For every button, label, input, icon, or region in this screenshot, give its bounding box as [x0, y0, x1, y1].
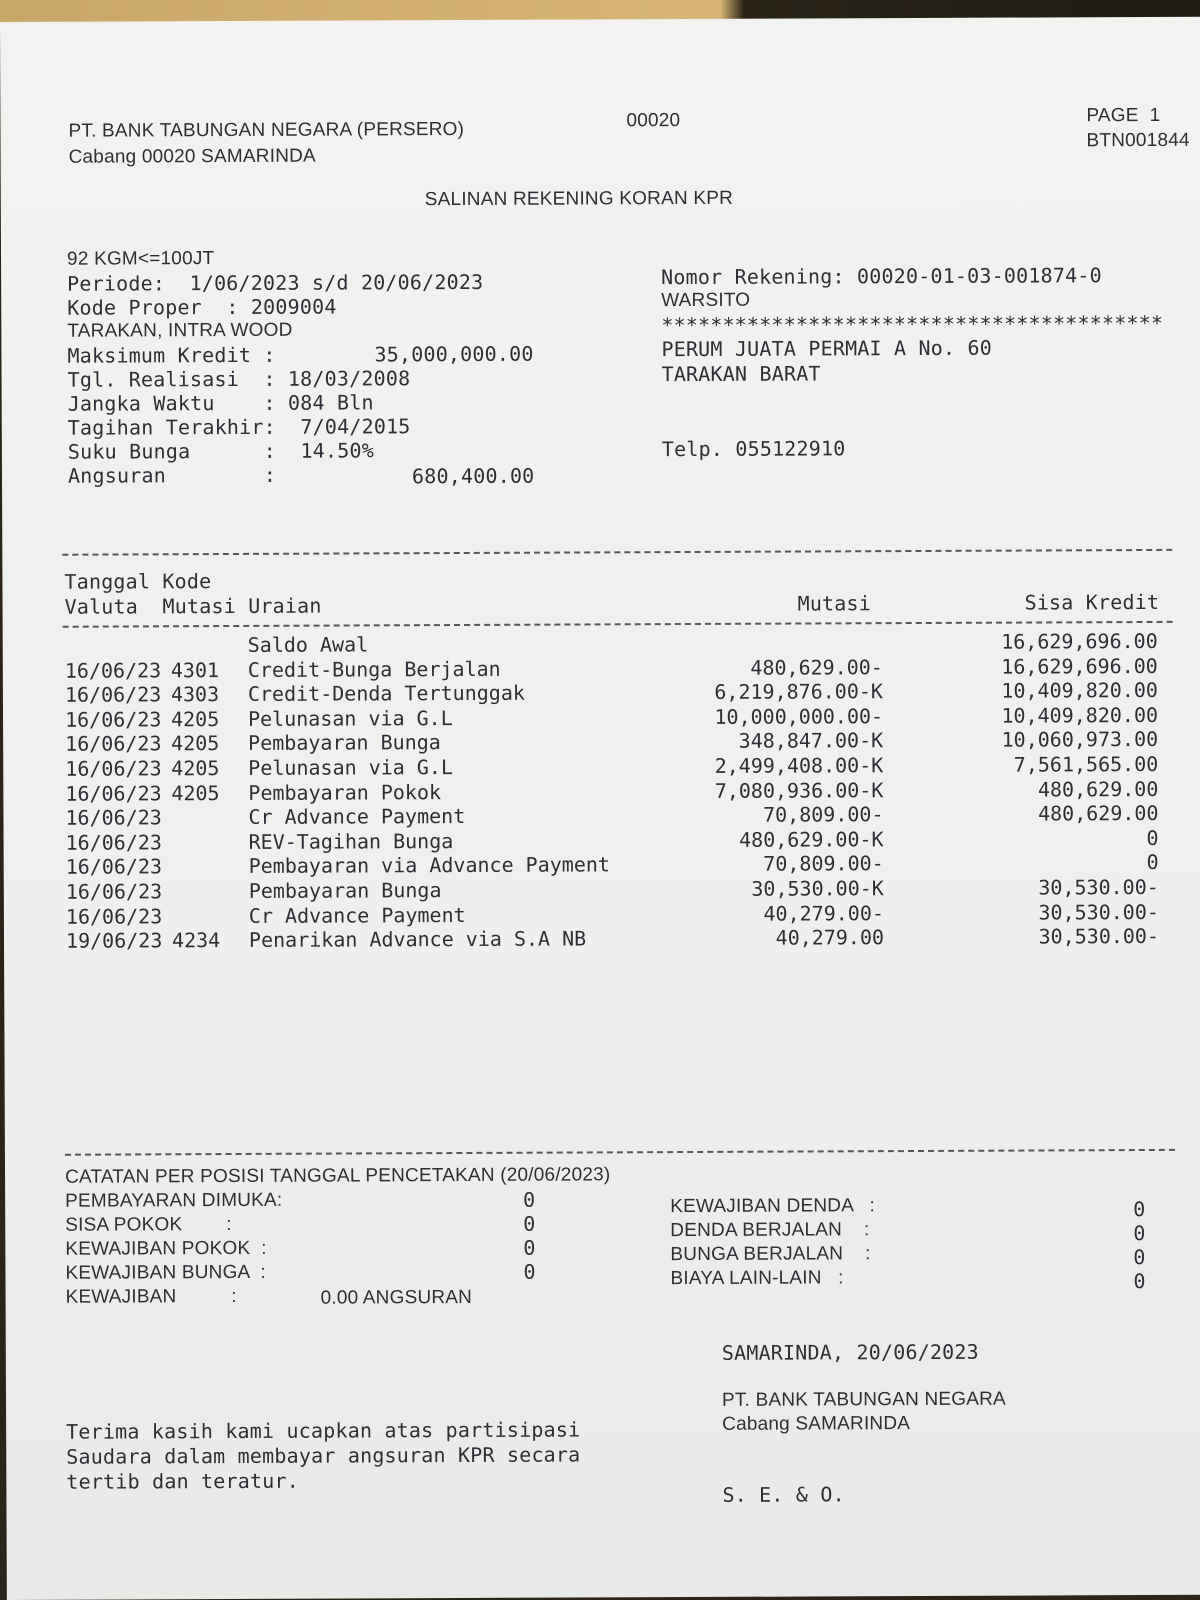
statement-paper [0, 17, 1200, 1600]
summary-right-label: KEWAJIBAN DENDA : [670, 1195, 875, 1218]
row-mutasi: 40,279.00 [775, 925, 885, 950]
summary-left-value: 0 [523, 1259, 536, 1284]
row-sisa-kredit: 30,530.00- [1038, 874, 1159, 900]
masked-stars: ***************************************** [661, 310, 1164, 338]
row-uraian: Credit-Denda Tertunggak [247, 680, 525, 707]
divider-line [63, 621, 1173, 628]
row-mutasi: 480,629.00-K [739, 826, 884, 852]
row-uraian: Cr Advance Payment [248, 804, 466, 830]
row-uraian: Pembayaran Pokok [248, 779, 442, 805]
tgl-realisasi: Tgl. Realisasi : 18/03/2008 [67, 366, 411, 392]
row-date: 16/06/23 [65, 780, 162, 806]
suku-bunga: Suku Bunga : 14.50% [67, 438, 374, 464]
table-header-line-1: Tanggal Kode [64, 569, 212, 594]
thanks-line-3: tertib dan teratur. [66, 1468, 300, 1494]
row-date: 19/06/23 [65, 928, 163, 953]
summary-right-value: 0 [1133, 1221, 1146, 1246]
row-mutasi: 7,080,936.00-K [714, 777, 884, 803]
summary-right-value: 0 [1133, 1245, 1146, 1270]
project-name: TARAKAN, INTRA WOOD [67, 319, 293, 342]
divider-line [65, 1149, 1175, 1156]
row-uraian: REV-Tagihan Bunga [248, 828, 454, 854]
row-kode-mutasi: 4205 [171, 731, 220, 756]
row-date: 16/06/23 [65, 830, 162, 855]
row-sisa-kredit: 7,561,565.00 [1013, 751, 1159, 777]
summary-left-label: PEMBAYARAN DIMUKA: [65, 1189, 283, 1212]
row-uraian: Pembayaran Bunga [248, 730, 441, 756]
row-sisa-kredit: 0 [1146, 825, 1159, 850]
place-date: SAMARINDA, 20/06/2023 [721, 1339, 979, 1365]
maks-kredit-value: 35,000,000.00 [374, 341, 534, 367]
row-mutasi: 70,809.00- [763, 851, 884, 877]
row-uraian: Pembayaran via Advance Payment [248, 852, 610, 879]
address-line-1: PERUM JUATA PERMAI A No. 60 [661, 335, 992, 362]
summary-left-value: 0 [523, 1211, 536, 1236]
kewajiban-value: 0.00 ANGSURAN [320, 1286, 473, 1309]
row-sisa-kredit: 10,409,820.00 [1001, 702, 1159, 728]
footer-branch: Cabang SAMARINDA [722, 1413, 911, 1435]
row-mutasi: 348,847.00-K [738, 728, 884, 754]
row-uraian: Credit-Bunga Berjalan [247, 656, 501, 682]
row-uraian: Pembayaran Bunga [248, 878, 442, 903]
column-header-sisa-kredit: Sisa Kredit [1024, 589, 1160, 615]
row-sisa-kredit: 480,629.00 [1037, 776, 1159, 802]
summary-right-label: BUNGA BERJALAN : [670, 1243, 871, 1266]
seo-note: S. E. & O. [722, 1482, 845, 1507]
row-uraian: Pelunasan via G.L [247, 705, 453, 731]
summary-left-label: SISA POKOK : [65, 1214, 232, 1236]
divider-line [62, 549, 1172, 556]
row-uraian: Saldo Awal [247, 632, 369, 657]
summary-left-label: KEWAJIBAN POKOK : [65, 1237, 267, 1260]
row-kode-mutasi: 4205 [171, 780, 220, 805]
column-header-mutasi: Mutasi [797, 591, 872, 616]
row-date: 16/06/23 [65, 756, 162, 781]
page-number: PAGE 1 [1086, 104, 1161, 127]
row-date: 16/06/23 [65, 805, 162, 830]
angsuran-label: Angsuran : [67, 462, 277, 488]
row-date: 16/06/23 [65, 903, 163, 929]
row-mutasi: 6,219,876.00-K [714, 679, 883, 705]
row-mutasi: 2,499,408.00-K [714, 753, 884, 778]
summary-right-label: DENDA BERJALAN : [670, 1219, 870, 1242]
telephone: Telp. 055122910 [661, 436, 846, 462]
kewajiban-label: KEWAJIBAN : [65, 1285, 237, 1308]
branch-name: Cabang 00020 SAMARINDA [68, 145, 316, 168]
row-mutasi: 480,629.00- [750, 654, 883, 680]
kode-proper: Kode Proper : 2009004 [67, 294, 337, 320]
row-kode-mutasi: 4234 [171, 928, 221, 953]
row-mutasi: 70,809.00- [762, 802, 884, 827]
periode: Periode: 1/06/2023 s/d 20/06/2023 [67, 269, 484, 296]
row-uraian: Cr Advance Payment [248, 902, 466, 928]
bank-name: PT. BANK TABUNGAN NEGARA (PERSERO) [68, 118, 465, 142]
summary-right-label: BIAYA LAIN-LAIN : [670, 1267, 844, 1290]
footer-bank-name: PT. BANK TABUNGAN NEGARA [721, 1388, 1006, 1411]
row-uraian: Pelunasan via G.L [248, 755, 454, 780]
row-sisa-kredit: 10,060,973.00 [1001, 727, 1159, 753]
row-date: 16/06/23 [64, 657, 162, 683]
angsuran-value: 680,400.00 [411, 463, 535, 489]
customer-name: WARSITO [661, 289, 751, 312]
summary-title: CATATAN PER POSISI TANGGAL PENCETAKAN (20/06/2023) [64, 1164, 611, 1188]
row-sisa-kredit: 10,409,820.00 [1001, 678, 1158, 703]
row-kode-mutasi: 4303 [170, 682, 220, 707]
row-sisa-kredit: 480,629.00 [1037, 801, 1159, 826]
summary-right-value: 0 [1133, 1269, 1146, 1294]
summary-left-value: 0 [523, 1187, 536, 1212]
table-row [4, 924, 1200, 953]
row-mutasi: 40,279.00- [763, 900, 884, 926]
branch-code: 00020 [626, 110, 681, 132]
row-date: 16/06/23 [65, 879, 163, 904]
row-sisa-kredit: 16,629,696.00 [1001, 628, 1158, 654]
row-date: 16/06/23 [65, 731, 162, 757]
jangka-waktu: Jangka Waktu : 084 Bln [67, 390, 374, 416]
maks-kredit-label: Maksimum Kredit : [67, 342, 276, 368]
summary-left-value: 0 [523, 1235, 536, 1260]
loan-category: 92 KGM<=100JT [66, 248, 215, 270]
address-line-2: TARAKAN BARAT [661, 361, 821, 387]
row-kode-mutasi: 4205 [171, 756, 220, 781]
row-date: 16/06/23 [65, 854, 163, 880]
thanks-line-1: Terima kasih kami ucapkan atas partisipasi [66, 1417, 581, 1444]
thanks-line-2: Saudara dalam membayar angsuran KPR secara [66, 1442, 581, 1469]
row-kode-mutasi: 4301 [170, 657, 220, 682]
document-id: BTN001844 [1086, 129, 1190, 152]
page-title: SALINAN REKENING KORAN KPR [424, 187, 734, 211]
row-date: 16/06/23 [64, 682, 162, 707]
row-kode-mutasi: 4205 [170, 706, 220, 732]
row-sisa-kredit: 30,530.00- [1038, 899, 1159, 925]
summary-left-label: KEWAJIBAN BUNGA : [65, 1261, 266, 1284]
row-mutasi: 30,530.00-K [751, 876, 884, 901]
row-mutasi: 10,000,000.00- [714, 703, 884, 729]
row-sisa-kredit: 0 [1146, 850, 1159, 875]
row-sisa-kredit: 30,530.00- [1038, 924, 1160, 949]
row-sisa-kredit: 16,629,696.00 [1001, 653, 1158, 679]
summary-right-value: 0 [1133, 1197, 1146, 1222]
table-header-line-2: Valuta Mutasi Uraian [64, 593, 322, 619]
row-uraian: Penarikan Advance via S.A NB [248, 926, 587, 953]
nomor-rekening: Nomor Rekening: 00020-01-03-001874-0 [661, 263, 1102, 290]
row-date: 16/06/23 [64, 707, 162, 732]
tagihan-terakhir: Tagihan Terakhir: 7/04/2015 [67, 414, 411, 440]
